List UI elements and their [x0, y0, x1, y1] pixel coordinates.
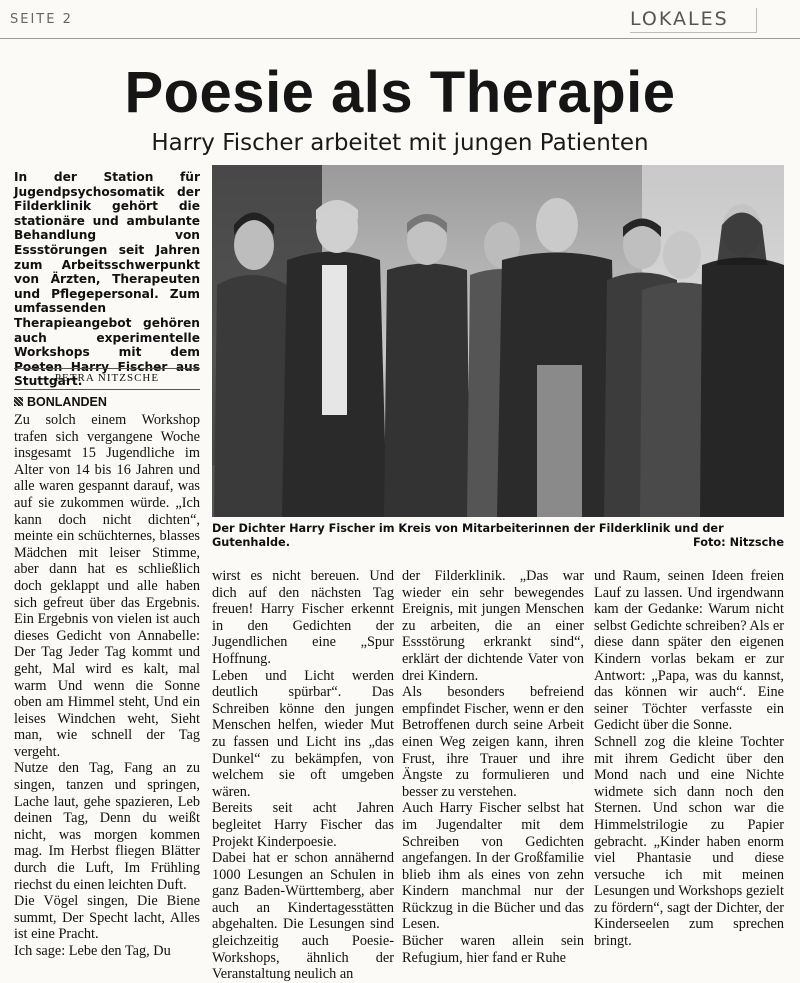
group-photo-illustration	[212, 165, 784, 517]
paragraph: Bereits seit acht Jahren begleitet Harry Fischer das Projekt Kinderpoesie.	[212, 800, 394, 850]
author-rule-top	[14, 368, 200, 369]
headline: Poesie als Therapie	[124, 60, 676, 125]
paragraph: Dabei hat er schon annähernd 1000 Lesungen an Schulen in ganz Baden-Württemberg, aber auch an Kindertagesstätten abgehalten. Die Lesungen sind gleichzeitig auch Poesie-Workshops, ähnlich der Veranstaltung neulich an	[212, 850, 394, 983]
subheadline: Harry Fischer arbeitet mit jungen Patienten	[151, 130, 649, 156]
paragraph: wirst es nicht bereuen. Und dich auf den nächsten Tag freuen! Harry Fischer erkennt in den Gedichten der Jugendlichen eine „Spur Hoffnung.	[212, 568, 394, 667]
paragraph: Bücher waren allein sein Refugium, hier fand er Ruhe	[402, 933, 584, 966]
author-rule-bottom	[14, 389, 200, 390]
paragraph: Nutze den Tag, Fang an zu singen, tanzen und springen, Lache laut, gehe spazieren, Leb deinen Tag, Denn du weißt nicht, was morgen kommen mag. Im Herbst fliegen Blätter durch die Luft, Im Frühling riechst du einen leichten Duft.	[14, 760, 200, 893]
body-column-4	[594, 568, 784, 950]
section-label: LOKALES	[630, 8, 757, 33]
dateline-text: BONLANDEN	[27, 395, 107, 409]
paragraph: der Filderklinik. „Das war wieder ein sehr bewegendes Ereignis, mit jungen Menschen zu arbeiten, die an einer Essstörung erkrankt sind“, erklärt der dichtende Vater von drei Kindern.	[402, 568, 584, 684]
body-column-1	[14, 412, 200, 960]
paragraph: und Raum, seinen Ideen freien Lauf zu lassen. Und irgendwann kam der Gedanke: Warum nicht selbst Gedichte schreiben? Als er diese dann später den eigenen Kindern vorlas bekam er zur Antwort: „Papa, was du kannst, das können wir auch“. Eine seiner Töchter verfasste ein Gedicht über die Sonne.	[594, 568, 784, 734]
body-column-3	[402, 568, 584, 966]
dateline	[14, 395, 107, 409]
paragraph: Leben und Licht werden deutlich spürbar“. Das Schreiben könne den jungen Menschen helfen, wieder Mut zu fassen und Licht ins „das Dunkel“ zu bekämpfen, von welchem sie oft umgeben wären.	[212, 667, 394, 800]
photo-credit: Foto: Nitzsche	[692, 536, 784, 549]
paragraph: Als besonders befreiend empfindet Fischer, wenn er den Betroffenen durch seine Arbeit einen Weg zeigen kann, ihren Frust, ihre Trauer und ihre Ängste zu formulieren und besser zu verstehen.	[402, 684, 584, 800]
header-rule	[0, 38, 800, 39]
paragraph: Zu solch einem Workshop trafen sich vergangene Woche insgesamt 15 Jugendliche im Alter von 14 bis 16 Jahren und alle waren gespannt darauf, was auf sie zukommen würde. „Ich kann doch nicht dichten“, meinte ein schüchternes, blasses Mädchen mit leiser Stimme, aber dann hat es schließlich doch geklappt und alle haben sich gefreut über das Ergebnis. Ein Ergebnis von vielen ist auch dieses Gedicht von Annabelle: Der Tag Jeder Tag kommt und geht, Mal wird es kalt, mal warm Und wenn die Sonne oben am Himmel steht, Und ein leises Windchen weht, Sieht man, wie schnell der Tag vergeht.	[14, 412, 200, 760]
dateline-marker-icon	[14, 397, 23, 406]
paragraph: Schnell zog die kleine Tochter mit ihrem Gedicht über den Mond nach und eine Nichte widmete sich dann noch den Sternen. Und schon war die Himmelstrilogie zu Papier gebracht. „Kinder haben enorm viel Phantasie und diese versuche ich mit meinen Lesungen und Workshops gezielt zu fördern“, sagt der Dichter, der Kinderseelen zum sprechen bringt.	[594, 733, 784, 950]
body-column-2	[212, 568, 394, 983]
photo-caption	[212, 522, 784, 550]
page-number: SEITE 2	[10, 12, 73, 27]
author-byline: PETRA NITZSCHE	[54, 372, 160, 384]
paragraph: Auch Harry Fischer selbst hat im Jugendalter mit dem Schreiben von Gedichten angefangen. In der Großfamilie blieb ihm als eines von zehn Kindern manchmal nur der Rückzug in die Bücher und das Lesen.	[402, 800, 584, 933]
lead-paragraph: In der Station für Jugendpsychosomatik der Filderklinik gehört die stationäre und ambulante Behandlung von Essstörungen seit Jahren zum Arbeitsschwerpunkt von Ärzten, Therapeuten und Pflegepersonal. Zum umfassenden Therapieangebot gehören auch experimentelle Workshops mit dem Poeten Harry Fischer aus Stuttgart.	[14, 170, 200, 389]
caption-text: Der Dichter Harry Fischer im Kreis von Mitarbeiterinnen der Filderklinik und der Gutenhalde.	[212, 522, 724, 549]
group-photo	[212, 165, 784, 517]
paragraph: Die Vögel singen, Die Biene summt, Der Specht lacht, Alles ist eine Pracht.	[14, 893, 200, 943]
paragraph: Ich sage: Lebe den Tag, Du	[14, 943, 171, 959]
